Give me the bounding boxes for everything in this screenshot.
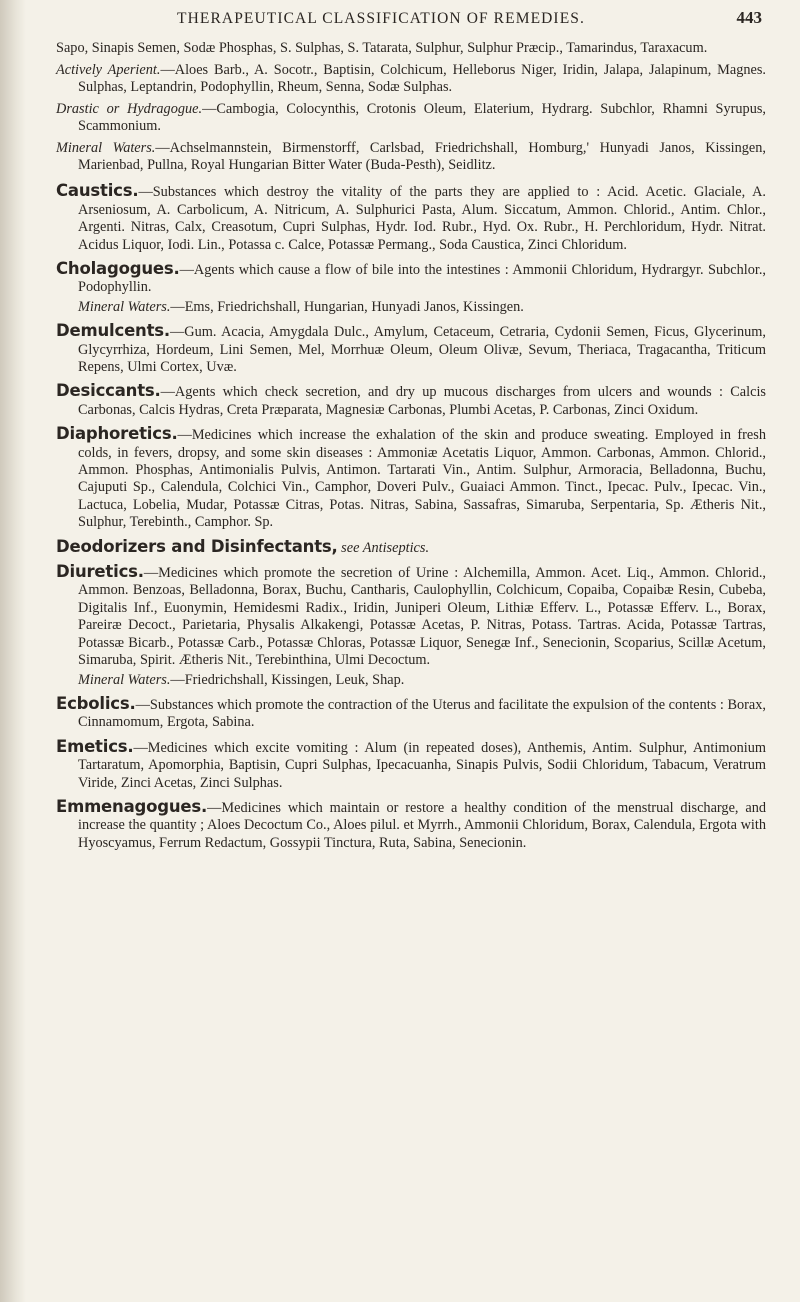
cholagogues-text: —Agents which cause a flow of bile into the intestines : Ammonii Chloridum, Hydrargyr. Subchlor., Podophyllin. [78,261,766,296]
diuretics-mineral-waters-entry [56,672,766,689]
cholagogues-mineral-label: Mineral Waters. [78,298,171,315]
page-binding-shadow [0,0,26,1302]
aperient-mineral-waters-text: —Achselmannstein, Birmenstorff, Carlsbad, Friedrichshall, Homburg,' Hunyadi Janos, Kissingen, Marienbad, Pullna, Royal Hungarian Bitter Water (Buda-Pesth), Seidlitz. [78,139,766,173]
diuretics-entry [56,563,766,669]
desiccants-heading: Desiccants. [56,381,161,401]
demulcents-heading: Demulcents. [56,321,170,341]
diuretics-mineral-text: —Friedrichshall, Kissingen, Leuk, Shap. [170,671,405,688]
emetics-text: —Medicines which excite vomiting : Alum (in repeated doses), Anthemis, Antim. Sulphur, Antimonium Tartaratum, Apomorphia, Baptisin, Cupri Sulphas, Ipecacuanha, Sinapis Pulvis, Sodii Chloridum, Tabacum, Veratrum Viride, Zinci Acetas, Zinci Sulphas. [78,739,766,791]
emetics-entry [56,738,766,792]
diuretics-text: —Medicines which promote the secretion of Urine : Alchemilla, Ammon. Acet. Liq., Ammon. Chlorid., Ammon. Benzoas, Belladonna, Borax, Buchu, Cantharis, Caulophyllin, Colchicum, Copaiba, Copaibæ Resin, Cubeba, Digitalis Inf., Euonymin, Hemidesmi Radix., Iridin, Juniperi Oleum, Lithiæ Efferv. L., Potassæ Efferv. L., Borax, Pareiræ Decoct., Parietaria, Physalis Alkakengi, Potassæ Acetas, P. Nitras, Potass. Tartras. Acida, Potassæ Tartras, Potassæ Bicarb., Potassæ Carb., Potassæ Chloras, Potassæ Liquor, Senegæ Inf., Senecionin, Scoparius, Scillæ Acetum, Simaruba, Spirit. Ætheris Nit., Terebinthina, Ulmi Decoctum. [78,565,766,669]
ecbolics-text: —Substances which promote the contraction of the Uterus and facilitate the expulsion of the contents : Borax, Cinnamomum, Ergota, Sabina. [78,696,766,731]
caustics-text: —Substances which destroy the vitality of the parts they are applied to : Acid. Acetic. Glaciale, A. Arseniosum, A. Carbolicum, A. Nitricum, A. Sulphurici Pasta, Alum. Siccatum, Ammon. Chlorid., Antim. Chlor., Argenti. Nitras, Calx, Creasotum, Cupri Sulphas, Hydr. Iod. Rubr., Hyd. Ox. Rubr., H. Perchloridum, Hydr. Nitrat. Acidus Liquor, Iodi. Lin., Potassa c. Calce, Potassæ Permang., Soda Caustica, Zinci Chloridum. [78,184,766,253]
deodorizers-heading: Deodorizers and Disinfectants, [56,536,338,556]
cholagogues-heading: Cholagogues. [56,258,180,278]
page-body [56,40,766,858]
page-header [60,8,762,32]
deodorizers-see-reference: see Antiseptics. [341,539,430,556]
diaphoretics-heading: Diaphoretics. [56,424,178,444]
demulcents-entry [56,322,766,376]
cholagogues-entry [56,260,766,297]
actively-aperient-text: —Aloes Barb., A. Socotr., Baptisin, Colchicum, Helleborus Niger, Iridin, Jalapa, Jalapinum, Magnes. Sulphas, Leptandrin, Podophyllin, Rheum, Senna, Sodæ Sulphas. [78,61,767,96]
aperient-continued-text: Sapo, Sinapis Semen, Sodæ Phosphas, S. Sulphas, S. Tatarata, Sulphur, Sulphur Præcip., Tamarindus, Taraxacum. [56,40,708,56]
ecbolics-heading: Ecbolics. [56,693,136,713]
emmenagogues-text: —Medicines which maintain or restore a healthy condition of the menstrual discharge, and increase the quantity ; Aloes Decoctum Co., Aloes pilul. et Myrrh., Ammonii Chloridum, Borax, Calendula, Ergota with Hyoscyamus, Ferrum Redactum, Gossypii Tinctura, Ruta, Sabina, Senecionin. [78,799,766,851]
drastic-entry [56,101,766,136]
caustics-heading: Caustics. [56,181,139,201]
drastic-text: —Cambogia, Colocynthis, Crotonis Oleum, Elaterium, Hydrarg. Subchlor, Rhamni Syrupus, Scammonium. [78,100,766,135]
aperient-mineral-waters-entry [56,140,766,175]
emmenagogues-entry [56,798,766,852]
running-title: THERAPEUTICAL CLASSIFICATION OF REMEDIES. [177,10,585,27]
cholagogues-mineral-waters-entry [56,299,766,316]
diuretics-mineral-label: Mineral Waters. [78,671,171,688]
aperient-mineral-waters-label: Mineral Waters. [56,139,156,156]
diaphoretics-entry [56,425,766,531]
desiccants-text: —Agents which check secretion, and dry up mucous discharges from ulcers and wounds : Calcis Carbonas, Calcis Hydras, Creta Præparata, Magnesiæ Carbonas, Plumbi Acetas, P. Carbonas, Zinci Oxidum. [78,384,766,418]
deodorizers-entry [56,538,766,557]
drastic-label: Drastic or Hydragogue. [56,100,203,117]
emmenagogues-heading: Emmenagogues. [56,796,208,816]
cholagogues-mineral-text: —Ems, Friedrichshall, Hungarian, Hunyadi Janos, Kissingen. [170,298,524,315]
desiccants-entry [56,382,766,419]
emetics-heading: Emetics. [56,736,134,756]
diuretics-heading: Diuretics. [56,562,144,582]
actively-aperient-entry [56,62,766,97]
ecbolics-entry [56,695,766,732]
demulcents-text: —Gum. Acacia, Amygdala Dulc., Amylum, Cetaceum, Cetraria, Cydonii Semen, Ficus, Glycerinum, Glycyrrhiza, Hordeum, Lini Semen, Mel, Morrhuæ Oleum, Oleum Olivæ, Sevum, Theriaca, Tragacantha, Triticum Repens, Ulmi Cortex, Uvæ. [78,324,766,375]
actively-aperient-label: Actively Aperient. [56,61,161,78]
caustics-entry [56,182,766,254]
diaphoretics-text: —Medicines which increase the exhalation of the skin and produce sweating. Employed in fresh colds, in fevers, dropsy, and some skin diseases : Ammoniæ Acetatis Liquor, Ammon. Carbonas, Ammon. Chlorid., Ammon. Phosphas, Antimonialis Pulvis, Antimon. Tartarati Vin., Antim. Sulphur, Armoracia, Belladonna, Buchu, Cajuputi Sp., Calendula, Colchici Vin., Camphor, Doveri Pulv., Guaiaci Ammon. Tinct., Ipecac. Pulv., Ipecac. Vin., Lactuca, Lobelia, Mudar, Potassæ Citras, Potas. Nitras, Sabina, Sassafras, Simaruba, Serpentaria, Sp. Ætheris Nit., Sulphur, Terebinth., Camphor. Sp. [78,427,766,531]
page-number: 443 [736,8,762,27]
